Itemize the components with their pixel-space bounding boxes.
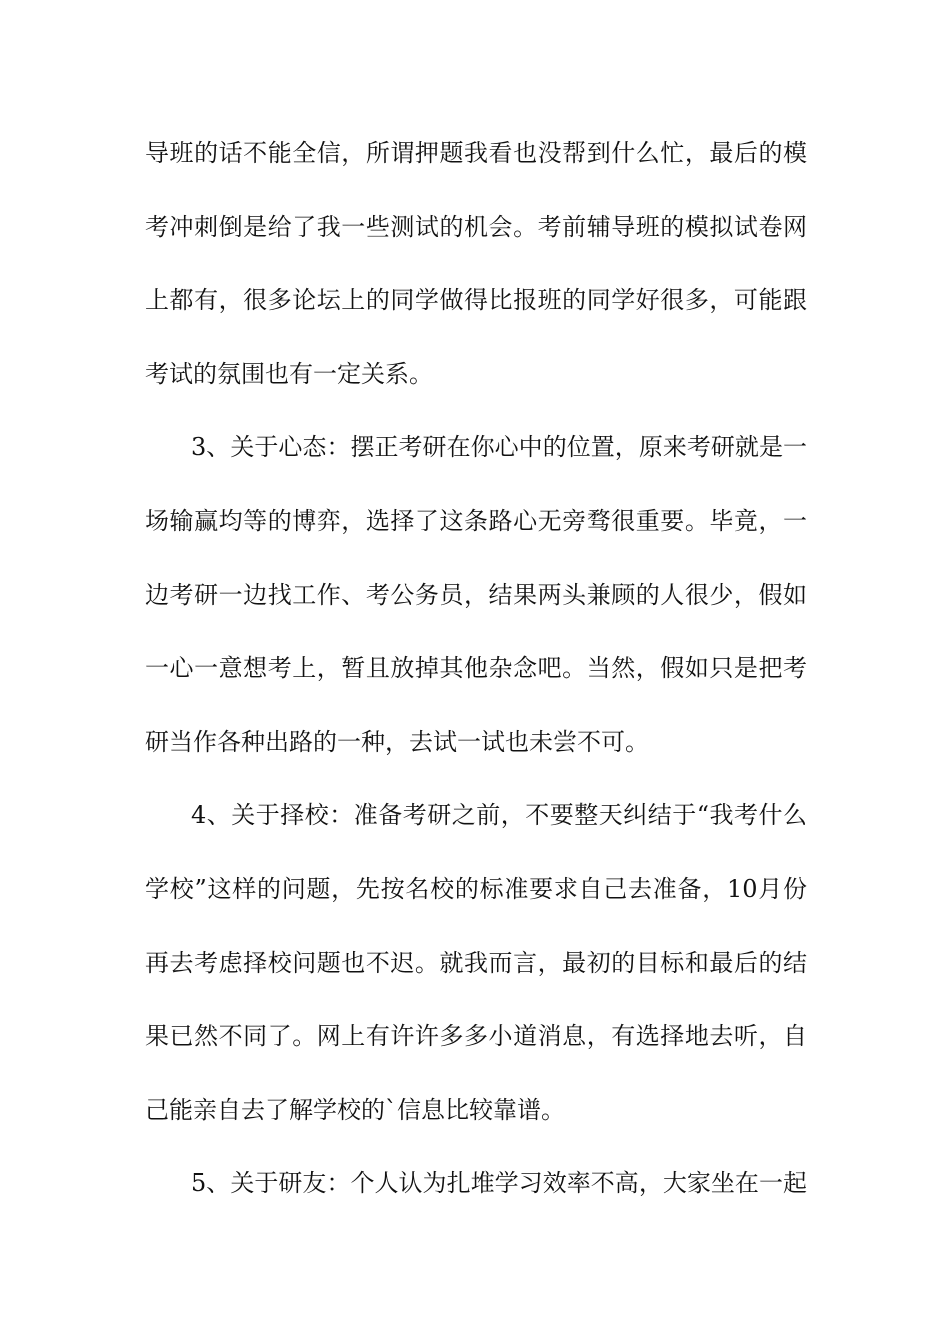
text-line: 3、关于心态：摆正考研在你心中的位置，原来考研就是一 [191,433,807,462]
text-line: 一心一意想考上，暂且放掉其他杂念吧。当然，假如只是把考 [145,654,807,683]
text-line: 场输赢均等的博弈，选择了这条路心无旁骛很重要。毕竟，一 [145,506,807,535]
text-line: 考试的氛围也有一定关系。 [145,359,433,388]
document-body [145,128,807,1232]
text-line: 学校”这样的问题，先按名校的标准要求自己去准备，10月份 [145,874,807,903]
text-line: 己能亲自去了解学校的`信息比较靠谱。 [145,1095,565,1124]
text-line: 5、关于研友：个人认为扎堆学习效率不高，大家坐在一起 [191,1169,807,1198]
text-line: 4、关于择校：准备考研之前，不要整天纠结于“我考什么 [191,801,807,830]
text-line: 上都有，很多论坛上的同学做得比报班的同学好很多，可能跟 [145,286,807,315]
text-line: 导班的话不能全信，所谓押题我看也没帮到什么忙，最后的模 [145,139,807,167]
text-line: 考冲刺倒是给了我一些测试的机会。考前辅导班的模拟试卷网 [145,212,807,241]
text-line: 边考研一边找工作、考公务员，结果两头兼顾的人很少，假如 [145,580,807,609]
paragraph-school-choice [145,790,807,1158]
paragraph-study-mates [145,1158,807,1232]
text-line: 再去考虑择校问题也不迟。就我而言，最初的目标和最后的结 [145,948,807,977]
paragraph-continued [145,128,807,422]
text-line: 研当作各种出路的一种，去试一试也未尝不可。 [145,727,649,756]
text-line: 果已然不同了。网上有许许多多小道消息，有选择地去听，自 [145,1022,807,1051]
paragraph-mindset [145,422,807,790]
